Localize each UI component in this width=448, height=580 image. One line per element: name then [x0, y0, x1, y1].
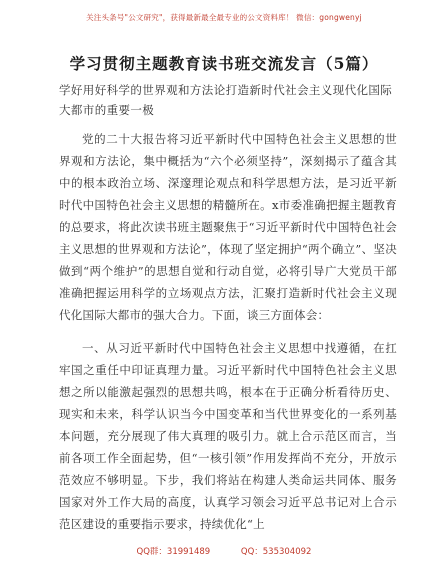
document-subtitle: 学好用好科学的世界观和方法论打造新时代社会主义现代化国际大都市的重要一极 — [59, 83, 393, 117]
header-banner: 关注头条号"公文研究"，获得最新最全最专业的公文资料库！ 微信：gongwenyj — [86, 13, 362, 22]
footer — [0, 545, 448, 557]
paragraph-section-one: 一、从习近平新时代中国特色社会主义思想中找遵循，在扛牢国之重任中印证真理力量。习近平新时代中国特色社会主义思想之所以能激起强烈的思想共鸣，根本在于正确分析看待历史、现实和未来，科学认识当今中国变革和当代世界变化的一系列基本问题，充分展现了伟大真理的吸引力。就上合示范区而言，当前各项工作全面起势，但“一核引领”作用发挥尚不充分，开放示范效应不够明显。下步，我们将站在构建人类命运共同体、服务国家对外工作大局的高度，认真学习领会习近平总书记对上合示范区建设的重要指示要求，持续优化“上 — [59, 341, 397, 531]
paragraph-intro: 党的二十大报告将习近平新时代中国特色社会主义思想的世界观和方法论，集中概括为“六个必须坚持”，深刻揭示了蕴含其中的根本政治立场、深邃理论观点和科学思想方法，是习近平新时代中国特色社会主义思想的精髓所在。x市委准确把握主题教育的总要求，将此次读书班主题聚焦于“习近平新时代中国特色社会主义思想的世界观和方法论”，体现了坚定拥护“两个确立”、坚决做到“两个维护”的思想自觉和行动自觉，必将引导广大党员干部准确把握运用科学的立场观点方法，汇聚打造新时代社会主义现代化国际大都市的强大合力。下面，谈三方面体会： — [59, 132, 397, 322]
footer-qq: QQ：535304092 — [240, 547, 312, 557]
document-title: 学习贯彻主题教育读书班交流发言（5篇） — [69, 54, 379, 73]
footer-qq-group: QQ群：31991489 — [136, 547, 211, 557]
